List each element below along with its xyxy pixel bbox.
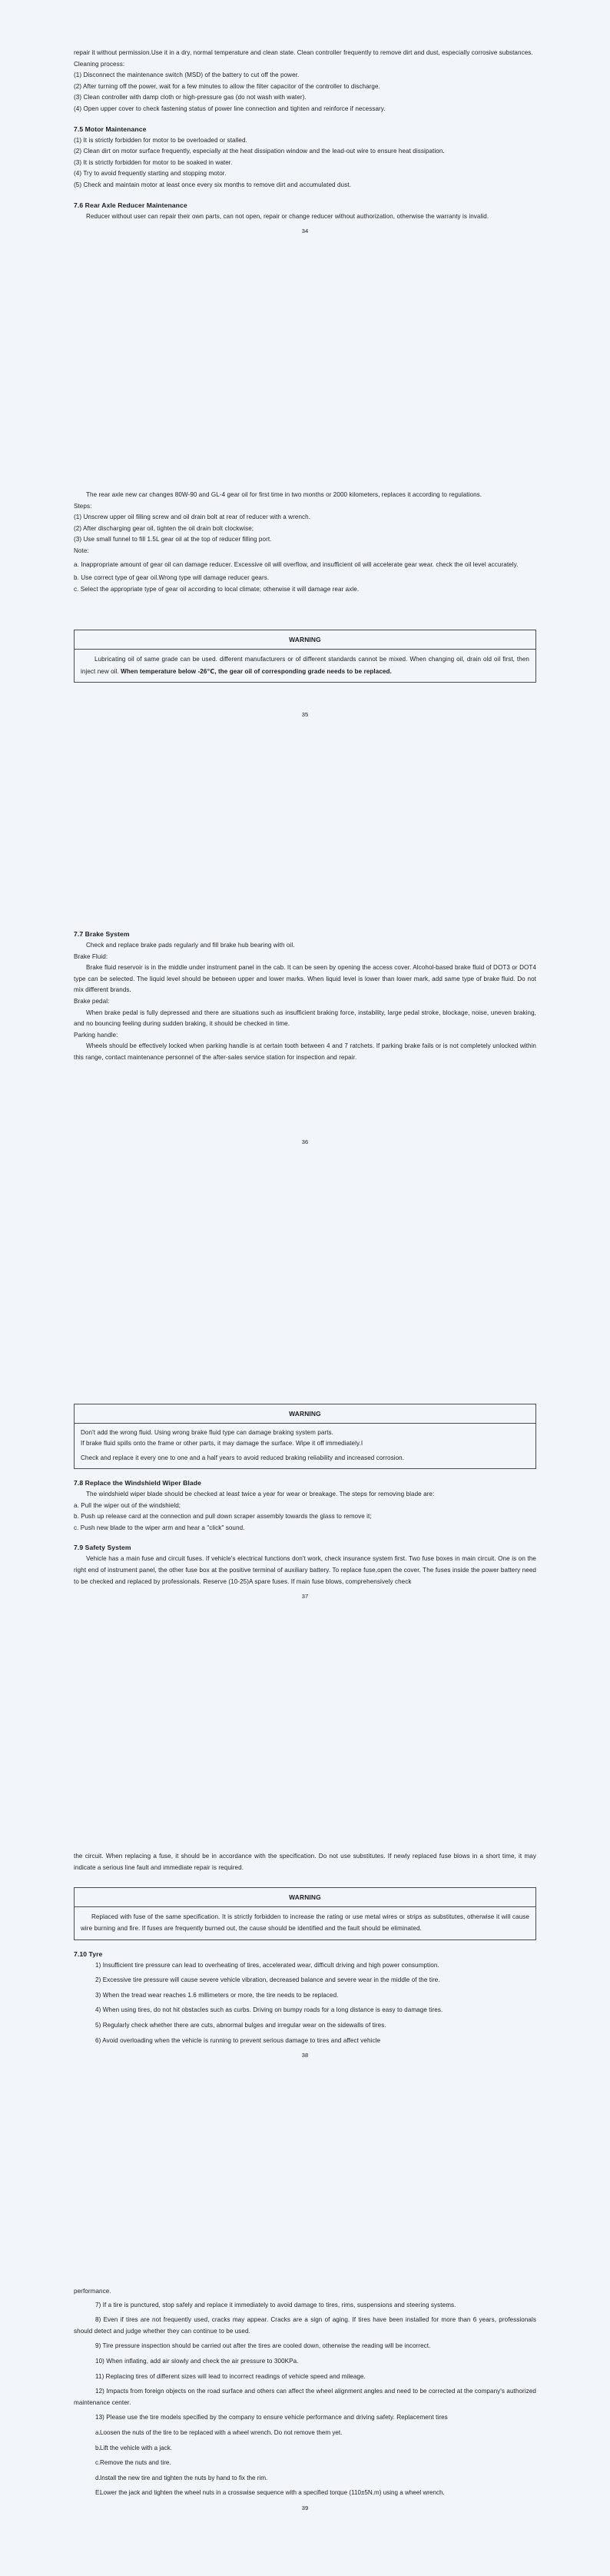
list-text: Lower the jack and tighten the wheel nuts in a crosswise sequence with a specified torque (110±5N.m) using a wheel wrench. [100,2489,445,2497]
list-item: 12) Impacts from foreign objects on the road surface and others can affect the wheel alignment angles and need to be corrected at the company's authorized maintenance center. [74,2388,536,2406]
list-item: (1) Unscrew upper oil filling screw and oil drain bolt at rear of reducer with a wrench. [74,514,311,521]
list-item: b. Use correct type of gear oil.Wrong type will damage reducer gears. [74,574,270,582]
list-marker: c. [95,2459,101,2467]
page-number: 34 [301,228,309,235]
warning-line: If brake fluid spills onto the frame or other parts, it may damage the surface. Wipe it off immediately.I [81,1440,363,1448]
paragraph-safety-system: Vehicle has a main fuse and circuit fuses. If vehicle's electrical functions don't work, check insurance system first. Two fuse boxes in main circuit. One is on the right end of instrument panel, the other fuse box at the positive terminal of auxiliary battery. To replace fuse,open the cover. The fuses inside the power battery need to be checked and replaced by professionals. Reserve (10-25)A spare fuses. If main fuse blows, comprehensively check [74,1555,536,1585]
label-cleaning-process: Cleaning process: [74,60,125,68]
list-item: (4) Try to avoid frequently starting and stopping motor. [74,170,227,178]
section-heading-7-7: 7.7 Brake System [74,930,130,938]
page-36 [0,884,610,1353]
list-item: (2) Clean dirt on motor surface frequently, especially at the heat dissipation window and the lead-out wire to ensure heat dissipation. [74,148,445,155]
page-number: 35 [301,710,309,718]
warning-text: Replaced with fuse of the same specification. It is strictly forbidden to increase the rating or use metal wires or strips as substitutes, otherwise it will cause wire burning and fire. If fuses are frequently burned out, the cause should be identified and the fault should be eliminated. [81,1913,529,1933]
page-38 [0,1807,610,2260]
paragraph-parking-handle: Wheels should be effectively locked when parking handle is at certain tooth between 4 and 7 ratchets. If parking brake fails or is not completely unlocked within this range, contact maintenance personnel of the after-sales service station for inspection and repair. [74,1042,536,1061]
list-item: (3) It is strictly forbidden for motor to be soaked in water. [74,158,233,166]
list-item: 5) Regularly check whether there are cuts, abnormal bulges and irregular wear on the sidewalls of tires. [95,2021,386,2029]
warning-body [75,1424,535,1468]
list-text: Lift the vehicle with a jack. [100,2444,173,2451]
list-marker: d. [95,2474,101,2481]
list-item: 3) When the tread wear reaches 1.6 millimeters or more, the tire needs to be replaced. [95,1991,339,1999]
page-34 [0,0,610,450]
paragraph-performance: performance. [74,2288,111,2295]
list-item: 6) Avoid overloading when the vehicle is running to prevent serious damage to tires and affect vehicle [95,2036,381,2044]
warning-text-bold: When temperature below -26℃, the gear oil of corresponding grade needs to be replaced. [121,667,392,675]
list-item: c. Push new blade to the wiper arm and hear a "click" sound. [74,1524,245,1531]
list-item [74,2473,536,2485]
paragraph-brake-intro: Check and replace brake pads regularly and fill brake hub bearing with oil. [86,942,295,949]
list-text: Remove the nuts and tire. [100,2459,171,2467]
list-item: (3) Use small funnel to fill 1.5L gear oil at the top of reducer filling port. [74,536,272,543]
paragraph-brake-pedal: When brake pedal is fully depressed and there are situations such as insufficient braking force, instability, large pedal stroke, blockage, noise, uneven braking, and no bouncing feeling during sudden braking, it should be checked in time. [74,1009,536,1028]
page-35 [0,450,610,884]
list-item: c. Select the appropriate type of gear oil according to local climate; otherwise it will damage rear axle. [74,585,360,593]
label-brake-pedal: Brake pedal: [74,997,110,1005]
section-heading-7-6: 7.6 Rear Axle Reducer Maintenance [74,201,187,209]
warning-heading: WARNING [75,1888,535,1907]
list-item [74,2458,536,2469]
list-item [74,2428,536,2439]
section-heading-7-9: 7.9 Safety System [74,1544,131,1552]
label-note: Note: [74,547,89,554]
page-39 [0,2260,610,2576]
warning-line: Check and replace it every one to one and a half years to avoid reduced braking reliability and increased corrosion. [81,1454,405,1461]
list-item: 9) Tire pressure inspection should be carried out after the tires are cooled down, otherwise the reading will be incorrect. [95,2342,431,2350]
list-item: (3) Clean controller with damp cloth or high-pressure gas (do not wash with water). [74,94,307,101]
label-brake-fluid: Brake Fluid: [74,952,108,960]
list-item: 7) If a tire is punctured, stop safely and replace it immediately to avoid damage to tires, rims, suspensions and steering systems. [95,2301,456,2308]
list-item: a. Pull the wiper out of the windshield; [74,1501,181,1509]
list-item: a. Inappropriate amount of gear oil can damage reducer. Excessive oil will overflow, and insufficient oil will accelerate gear wear. check the oil level accurately. [74,560,519,568]
warning-body [75,650,535,681]
paragraph-wiper-intro: The windshield wiper blade should be checked at least twice a year for wear or breakage. The steps for removing blade are: [86,1491,435,1498]
list-item: (5) Check and maintain motor at least once every six months to remove dirt and accumulated dust. [74,181,351,188]
page-number: 39 [301,2504,309,2511]
page-number: 38 [301,2052,309,2059]
warning-box-brake-fluid [74,1404,536,1469]
list-item: 1) Insufficient tire pressure can lead to overheating of tires, accelerated wear, difficult driving and high power consumption. [95,1961,439,1969]
paragraph-fuse-continued: the circuit. When replacing a fuse, it should be in accordance with the specification. Do not use substitutes. If newly replaced fuse blows in a short time, it may indicate a serious line fault and immediate repair is required. [74,1853,536,1871]
warning-box-gear-oil [74,630,536,682]
list-item: (4) Open upper cover to check fastening status of power line connection and tighten and reinforce if necessary. [74,105,386,112]
list-item: 2) Excessive tire pressure will cause severe vehicle vibration, decreased balance and severe wear in the middle of the tire. [95,1976,440,1984]
warning-heading: WARNING [75,1404,535,1424]
warning-text-plain: Lubricating oil of same grade can be used. different manufacturers or of different standards cannot be mixed. When changing oil, drain old oil first, then inject new oil. [81,656,529,675]
label-parking-handle: Parking handle: [74,1031,118,1039]
list-item: b. Push up release card at the connection and pull down scraper assembly towards the glass to remove it; [74,1513,372,1521]
label-steps: Steps: [74,502,92,510]
list-item: 13) Please use the tire models specified by the company to ensure vehicle performance and driving safety. Replacement tires [95,2414,448,2421]
page-37 [0,1353,610,1807]
list-item: (2) After discharging gear oil, tighten the oil drain bolt clockwise; [74,524,254,532]
section-heading-7-10: 7.10 Tyre [74,1949,103,1958]
warning-heading: WARNING [75,630,535,650]
list-item [74,2488,536,2499]
warning-line: Don't add the wrong fluid. Using wrong brake fluid type can damage braking system parts. [81,1429,333,1436]
list-item: (1) Disconnect the maintenance switch (MSD) of the battery to cut off the power. [74,71,300,79]
list-marker: E. [95,2489,101,2497]
page-number: 37 [301,1593,309,1600]
list-item: (2) After turning off the power, wait for a few minutes to allow the filter capacitor of the controller to discharge. [74,82,380,90]
paragraph-gear-oil-intro: The rear axle new car changes 80W-90 and GL-4 gear oil for first time in two months or 2000 kilometers, replaces it according to regulations. [86,491,482,498]
page-number: 36 [301,1138,309,1145]
list-marker: a. [95,2428,101,2436]
paragraph-brake-fluid: Brake fluid reservoir is in the middle under instrument panel in the cab. It can be seen by opening the access cover. Alcohol-based brake fluid of DOT3 or DOT4 type can be selected. The liquid level should be between upper and lower marks. When liquid level is lower than lower mark, add same type of brake fluid. Do not mix different brands. [74,964,536,994]
paragraph-reducer-intro: Reducer without user can repair their own parts, can not open, repair or change reducer without authorization, otherwise the warranty is invalid. [86,212,489,220]
list-marker: b. [95,2444,101,2451]
section-heading-7-5: 7.5 Motor Maintenance [74,125,147,133]
list-item: 10) When inflating, add air slowly and check the air pressure to 300KPa. [95,2357,299,2365]
list-text: Loosen the nuts of the tire to be replaced with a wheel wrench. Do not remove them yet. [100,2428,343,2436]
warning-body [75,1907,535,1939]
list-item [74,2443,536,2455]
list-item: 11) Replacing tires of different sizes will lead to incorrect readings of vehicle speed and mileage. [95,2372,366,2380]
list-item: (1) It is strictly forbidden for motor to be overloaded or stalled. [74,136,247,144]
section-heading-7-8: 7.8 Replace the Windshield Wiper Blade [74,1479,201,1487]
list-item: 4) When using tires, do not hit obstacles such as curbs. Driving on bumpy roads for a long distance is easy to damage tires. [95,2006,443,2014]
list-text: Install the new tire and tighten the nuts by hand to fix the rim. [100,2474,268,2481]
warning-box-fuse [74,1887,536,1939]
list-item: 8) Even if tires are not frequently used, cracks may appear. Cracks are a sign of aging. If tires have been installed for more than 6 years, professionals should detect and judge whether they can continue to be used. [74,2316,536,2335]
paragraph-controller-cleaning: repair it without permission.Use it in a dry, normal temperature and clean state. Clean controller frequently to remove dirt and dust, especially corrosive substances. [74,49,533,56]
